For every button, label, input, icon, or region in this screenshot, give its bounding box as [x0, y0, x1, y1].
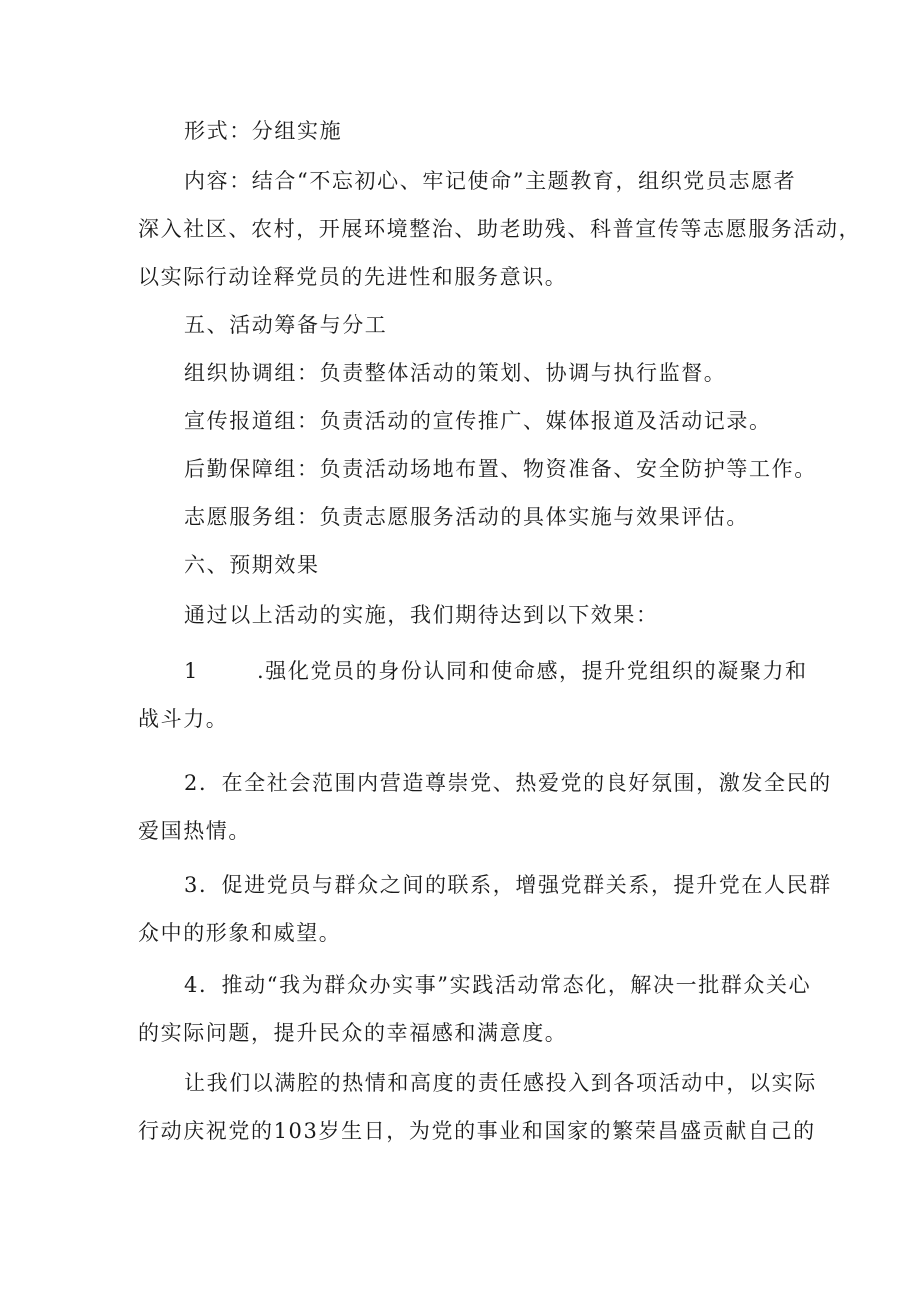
effect-item-1-number: 1 [184, 659, 199, 683]
effect-item-4-line-2: 的实际问题，提升民众的幸福感和满意度。 [138, 1021, 568, 1045]
content-line-3: 以实际行动诠释党员的先进性和服务意识。 [138, 265, 568, 289]
section-heading-6: 六、预期效果 [184, 553, 320, 577]
group-coordination: 组织协调组：负责整体活动的策划、协调与执行监督。 [184, 361, 727, 385]
effect-item-2-line-2: 爱国热情。 [138, 819, 251, 843]
effect-item-3-line-1: 3．促进党员与群众之间的联系，增强党群关系，提升党在人民群 [184, 873, 832, 897]
effect-item-3-line-2: 众中的形象和威望。 [138, 921, 342, 945]
effect-item-1-text: .强化党员的身份认同和使命感，提升党组织的凝聚力和 [256, 659, 808, 683]
closing-line-1: 让我们以满腔的热情和高度的责任感投入到各项活动中，以实际 [184, 1071, 817, 1095]
closing-line-2: 行动庆祝党的103岁生日，为党的事业和国家的繁荣昌盛贡献自己的 [138, 1119, 816, 1143]
effect-item-1-line-1 [184, 656, 808, 686]
effect-item-4-line-1: 4．推动“我为群众办实事”实践活动常态化，解决一批群众关心 [184, 973, 812, 997]
group-logistics: 后勤保障组：负责活动场地布置、物资准备、安全防护等工作。 [184, 457, 817, 481]
effect-item-2-line-1: 2．在全社会范围内营造尊崇党、热爱党的良好氛围，激发全民的 [184, 771, 832, 795]
content-line-1: 内容：结合“不忘初心、牢记使命”主题教育，组织党员志愿者 [184, 169, 797, 193]
effect-item-1-line-2: 战斗力。 [138, 707, 229, 731]
format-line: 形式：分组实施 [184, 119, 343, 143]
group-volunteer: 志愿服务组：负责志愿服务活动的具体实施与效果评估。 [184, 505, 749, 529]
effects-intro: 通过以上活动的实施，我们期待达到以下效果： [184, 603, 659, 627]
content-line-2: 深入社区、农村，开展环境整治、助老助残、科普宣传等志愿服务活动， [138, 217, 862, 241]
group-publicity: 宣传报道组：负责活动的宣传推广、媒体报道及活动记录。 [184, 409, 772, 433]
section-heading-5: 五、活动筹备与分工 [184, 313, 388, 337]
